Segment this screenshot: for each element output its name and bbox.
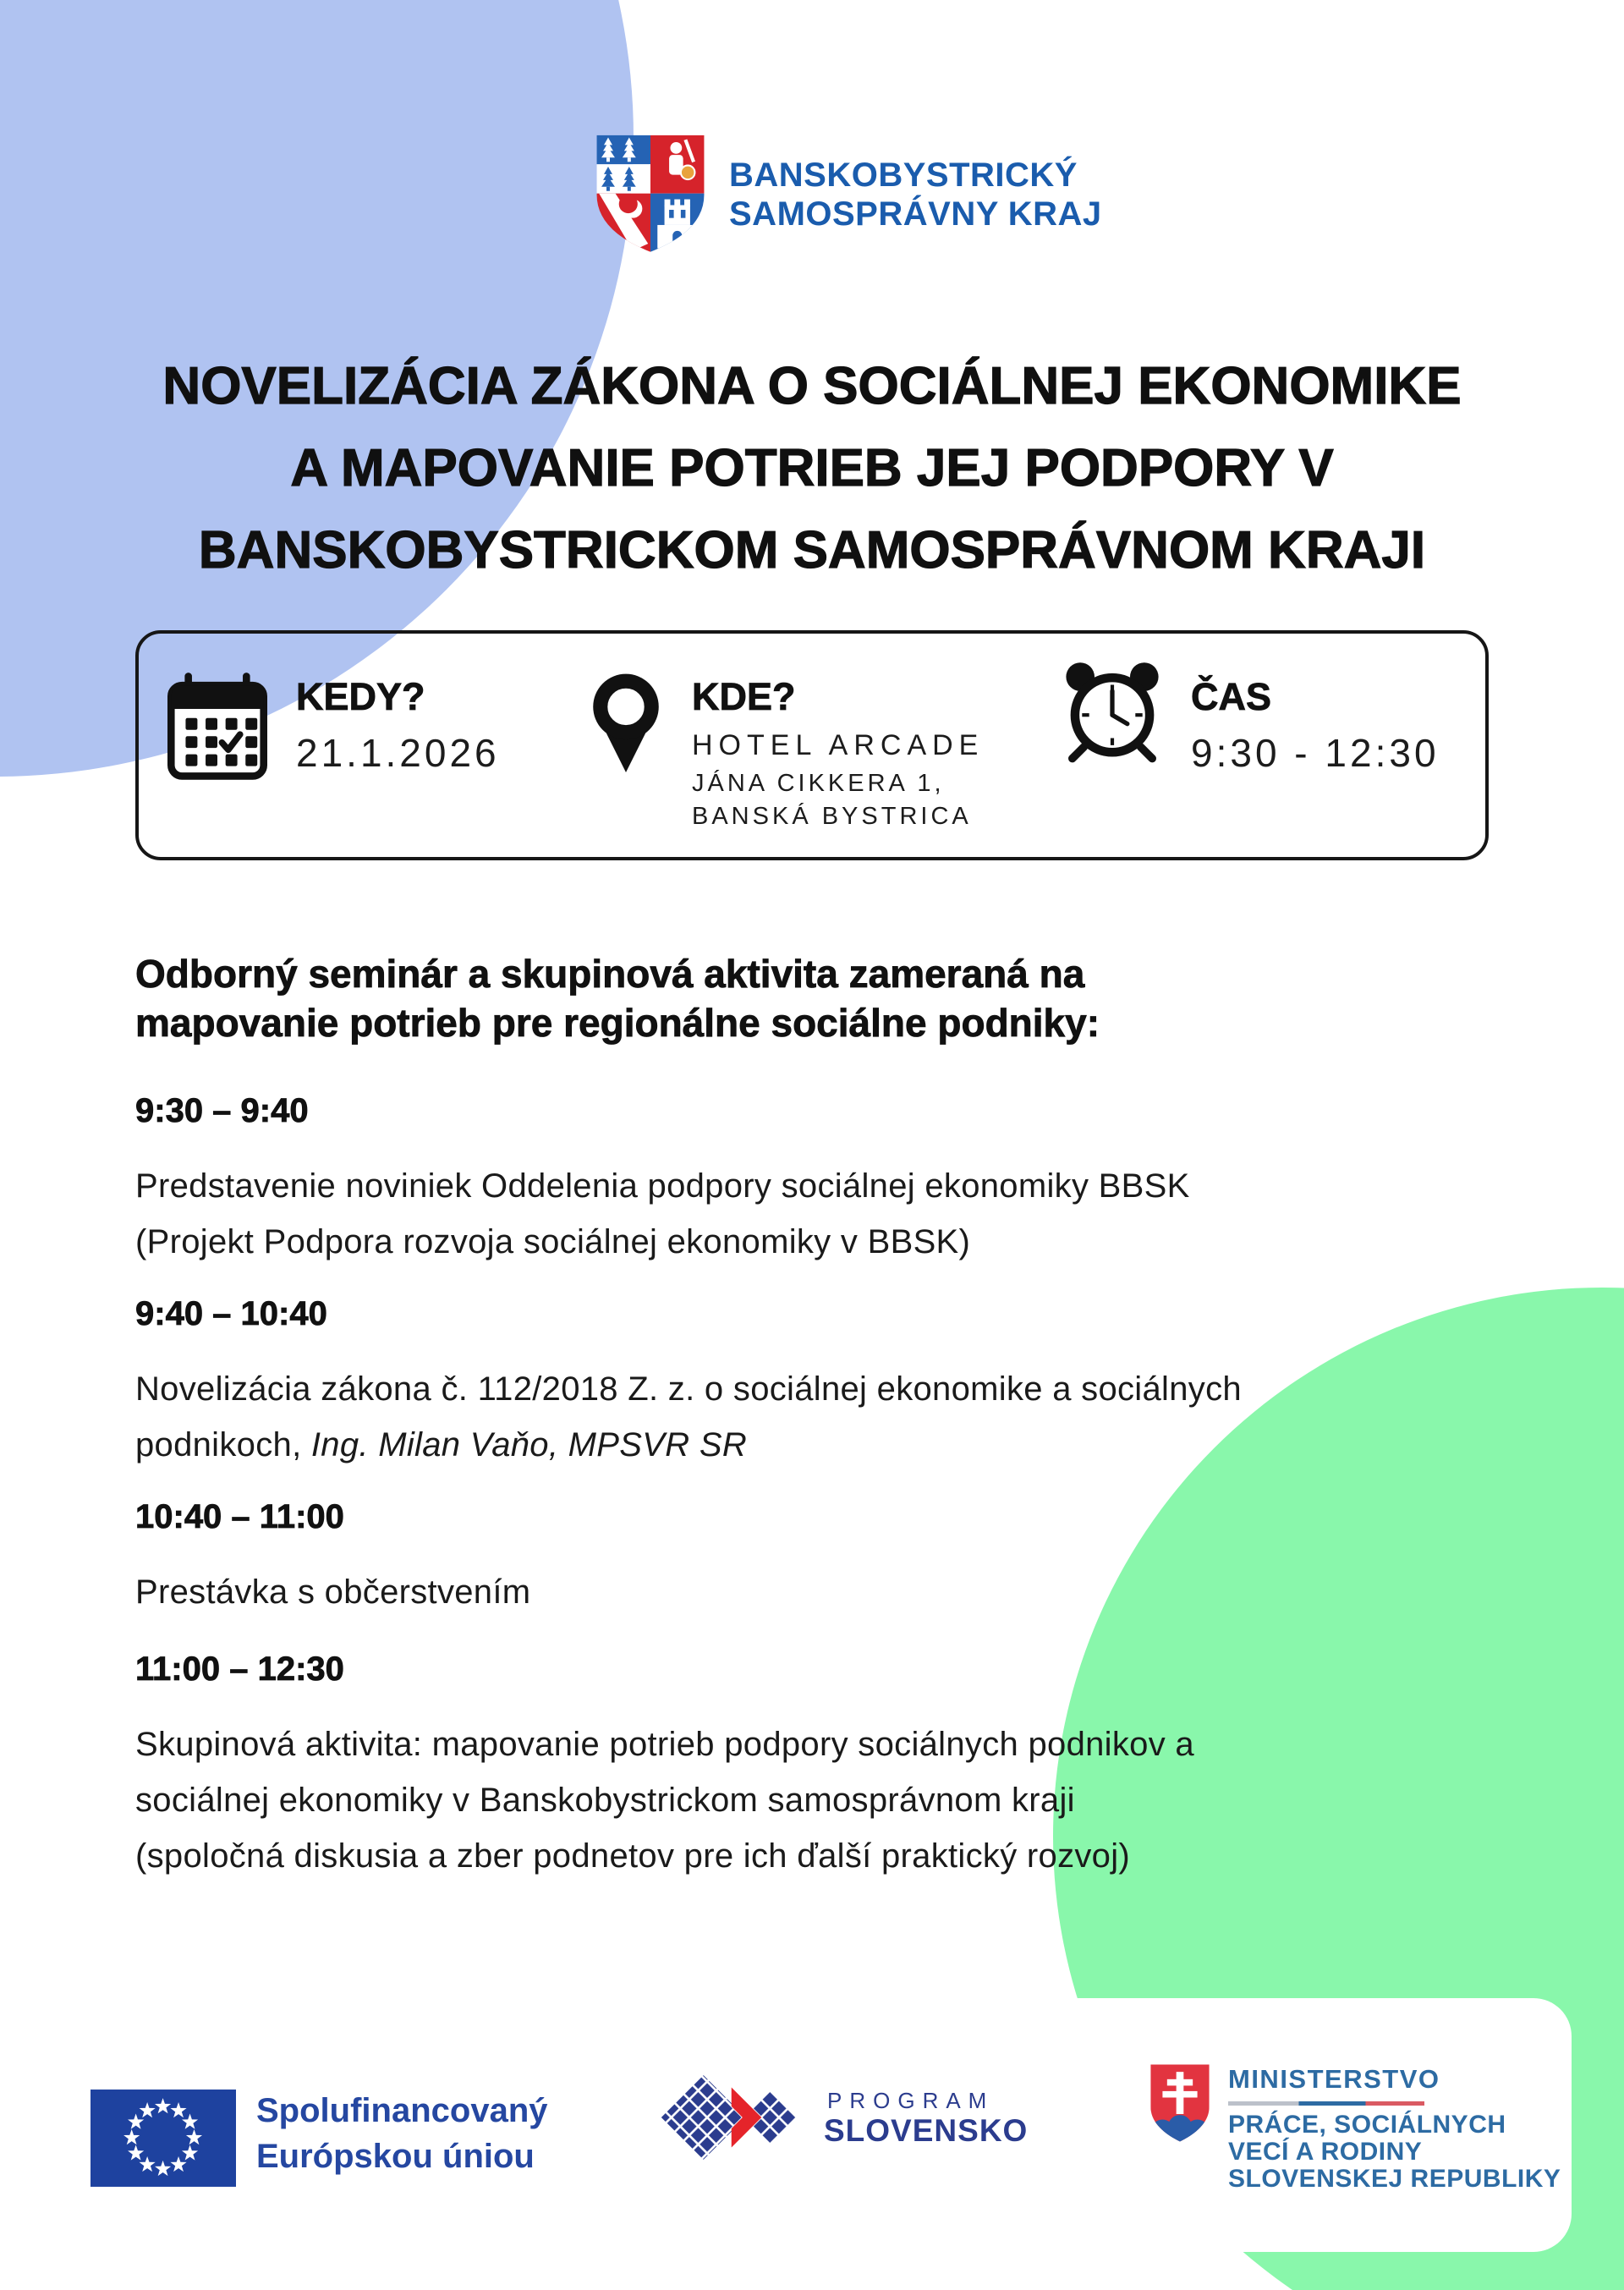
- speaker-name: Ing. Milan Vaňo, MPSVR SR: [310, 1426, 748, 1464]
- where-label: KDE?: [692, 675, 796, 718]
- location-pin-icon: [587, 670, 665, 776]
- when-value: 21.1.2026: [296, 731, 500, 775]
- slovak-coat-of-arms-icon: [1147, 2062, 1213, 2144]
- schedule-time: 9:40 – 10:40: [135, 1295, 327, 1332]
- schedule-item-2: [135, 1290, 1489, 1473]
- intro-line-2: mapovanie potrieb pre regionálne sociálne podniky:: [135, 1001, 1100, 1045]
- ministry-line3: VECÍ A RODINY: [1228, 2138, 1423, 2166]
- schedule-time: 9:30 – 9:40: [135, 1092, 309, 1129]
- org-name-line2: SAMOSPRÁVNY KRAJ: [729, 195, 1102, 233]
- schedule-text-line: Novelizácia zákona č. 112/2018 Z. z. o sociálnej ekonomike a sociálnych: [135, 1370, 1242, 1408]
- where-line1: HOTEL ARCADE: [692, 729, 985, 761]
- schedule-text-line: Prestávka s občerstvením: [135, 1573, 531, 1611]
- eu-text-line1: Spolufinancovaný: [256, 2092, 548, 2129]
- title-line-1: NOVELIZÁCIA ZÁKONA O SOCIÁLNEJ EKONOMIKE: [162, 357, 1462, 415]
- schedule-text-line: podnikoch, Ing. Milan Vaňo, MPSVR SR: [135, 1426, 748, 1464]
- schedule-text-line: (Projekt Podpora rozvoja sociálnej ekonomiky v BBSK): [135, 1223, 971, 1260]
- when-label: KEDY?: [296, 675, 425, 718]
- eu-flag-icon: [91, 2083, 236, 2194]
- time-label: ČAS: [1191, 675, 1272, 718]
- time-value: 9:30 - 12:30: [1191, 731, 1440, 775]
- eu-cofinanced-text: [256, 2088, 548, 2179]
- calendar-icon: [167, 673, 267, 782]
- intro-line-1: Odborný seminár a skupinová aktivita zameraná na: [135, 952, 1085, 996]
- schedule-item-1: [135, 1087, 1489, 1270]
- ministry-line4: SLOVENSKEJ REPUBLIKY: [1228, 2165, 1561, 2193]
- schedule-text-line: sociálnej ekonomiky v Banskobystrickom samosprávnom kraji: [135, 1782, 1075, 1819]
- schedule-text-line: Skupinová aktivita: mapovanie potrieb podpory sociálnych podnikov a: [135, 1726, 1194, 1763]
- eu-text-line2: Európskou úniou: [256, 2138, 535, 2175]
- title-line-3: BANSKOBYSTRICKOM SAMOSPRÁVNOM KRAJI: [198, 521, 1426, 579]
- title-line-2: A MAPOVANIE POTRIEB JEJ PODPORY V: [290, 439, 1334, 497]
- schedule-time: 11:00 – 12:30: [135, 1650, 344, 1688]
- where-line2: JÁNA CIKKERA 1,: [692, 770, 945, 797]
- schedule-item-4: [135, 1645, 1489, 1884]
- intro-paragraph: [135, 949, 1455, 1047]
- ministry-line2: PRÁCE, SOCIÁLNYCH: [1228, 2111, 1506, 2139]
- schedule-text-line: (spoločná diskusia a zber podnetov pre ich ďalší praktický rozvoj): [135, 1837, 1131, 1875]
- program-slovensko-diamonds-icon: [653, 2073, 812, 2162]
- page-title: [0, 345, 1624, 591]
- program-word: PROGRAM: [827, 2088, 995, 2113]
- org-name-line1: BANSKOBYSTRICKÝ: [729, 157, 1078, 194]
- schedule-time: 10:40 – 11:00: [135, 1498, 344, 1535]
- slovensko-word: SLOVENSKO: [824, 2113, 1029, 2148]
- alarm-clock-icon: [1059, 658, 1166, 765]
- bbsk-coat-of-arms-icon: [592, 130, 709, 255]
- schedule-text-line: Predstavenie noviniek Oddelenia podpory sociálnej ekonomiky BBSK: [135, 1167, 1190, 1205]
- ministry-title: MINISTERSTVO: [1228, 2064, 1440, 2094]
- where-line3: BANSKÁ BYSTRICA: [692, 803, 972, 830]
- ministry-tricolor-divider: [1228, 2101, 1424, 2106]
- schedule-item-3: [135, 1493, 1489, 1620]
